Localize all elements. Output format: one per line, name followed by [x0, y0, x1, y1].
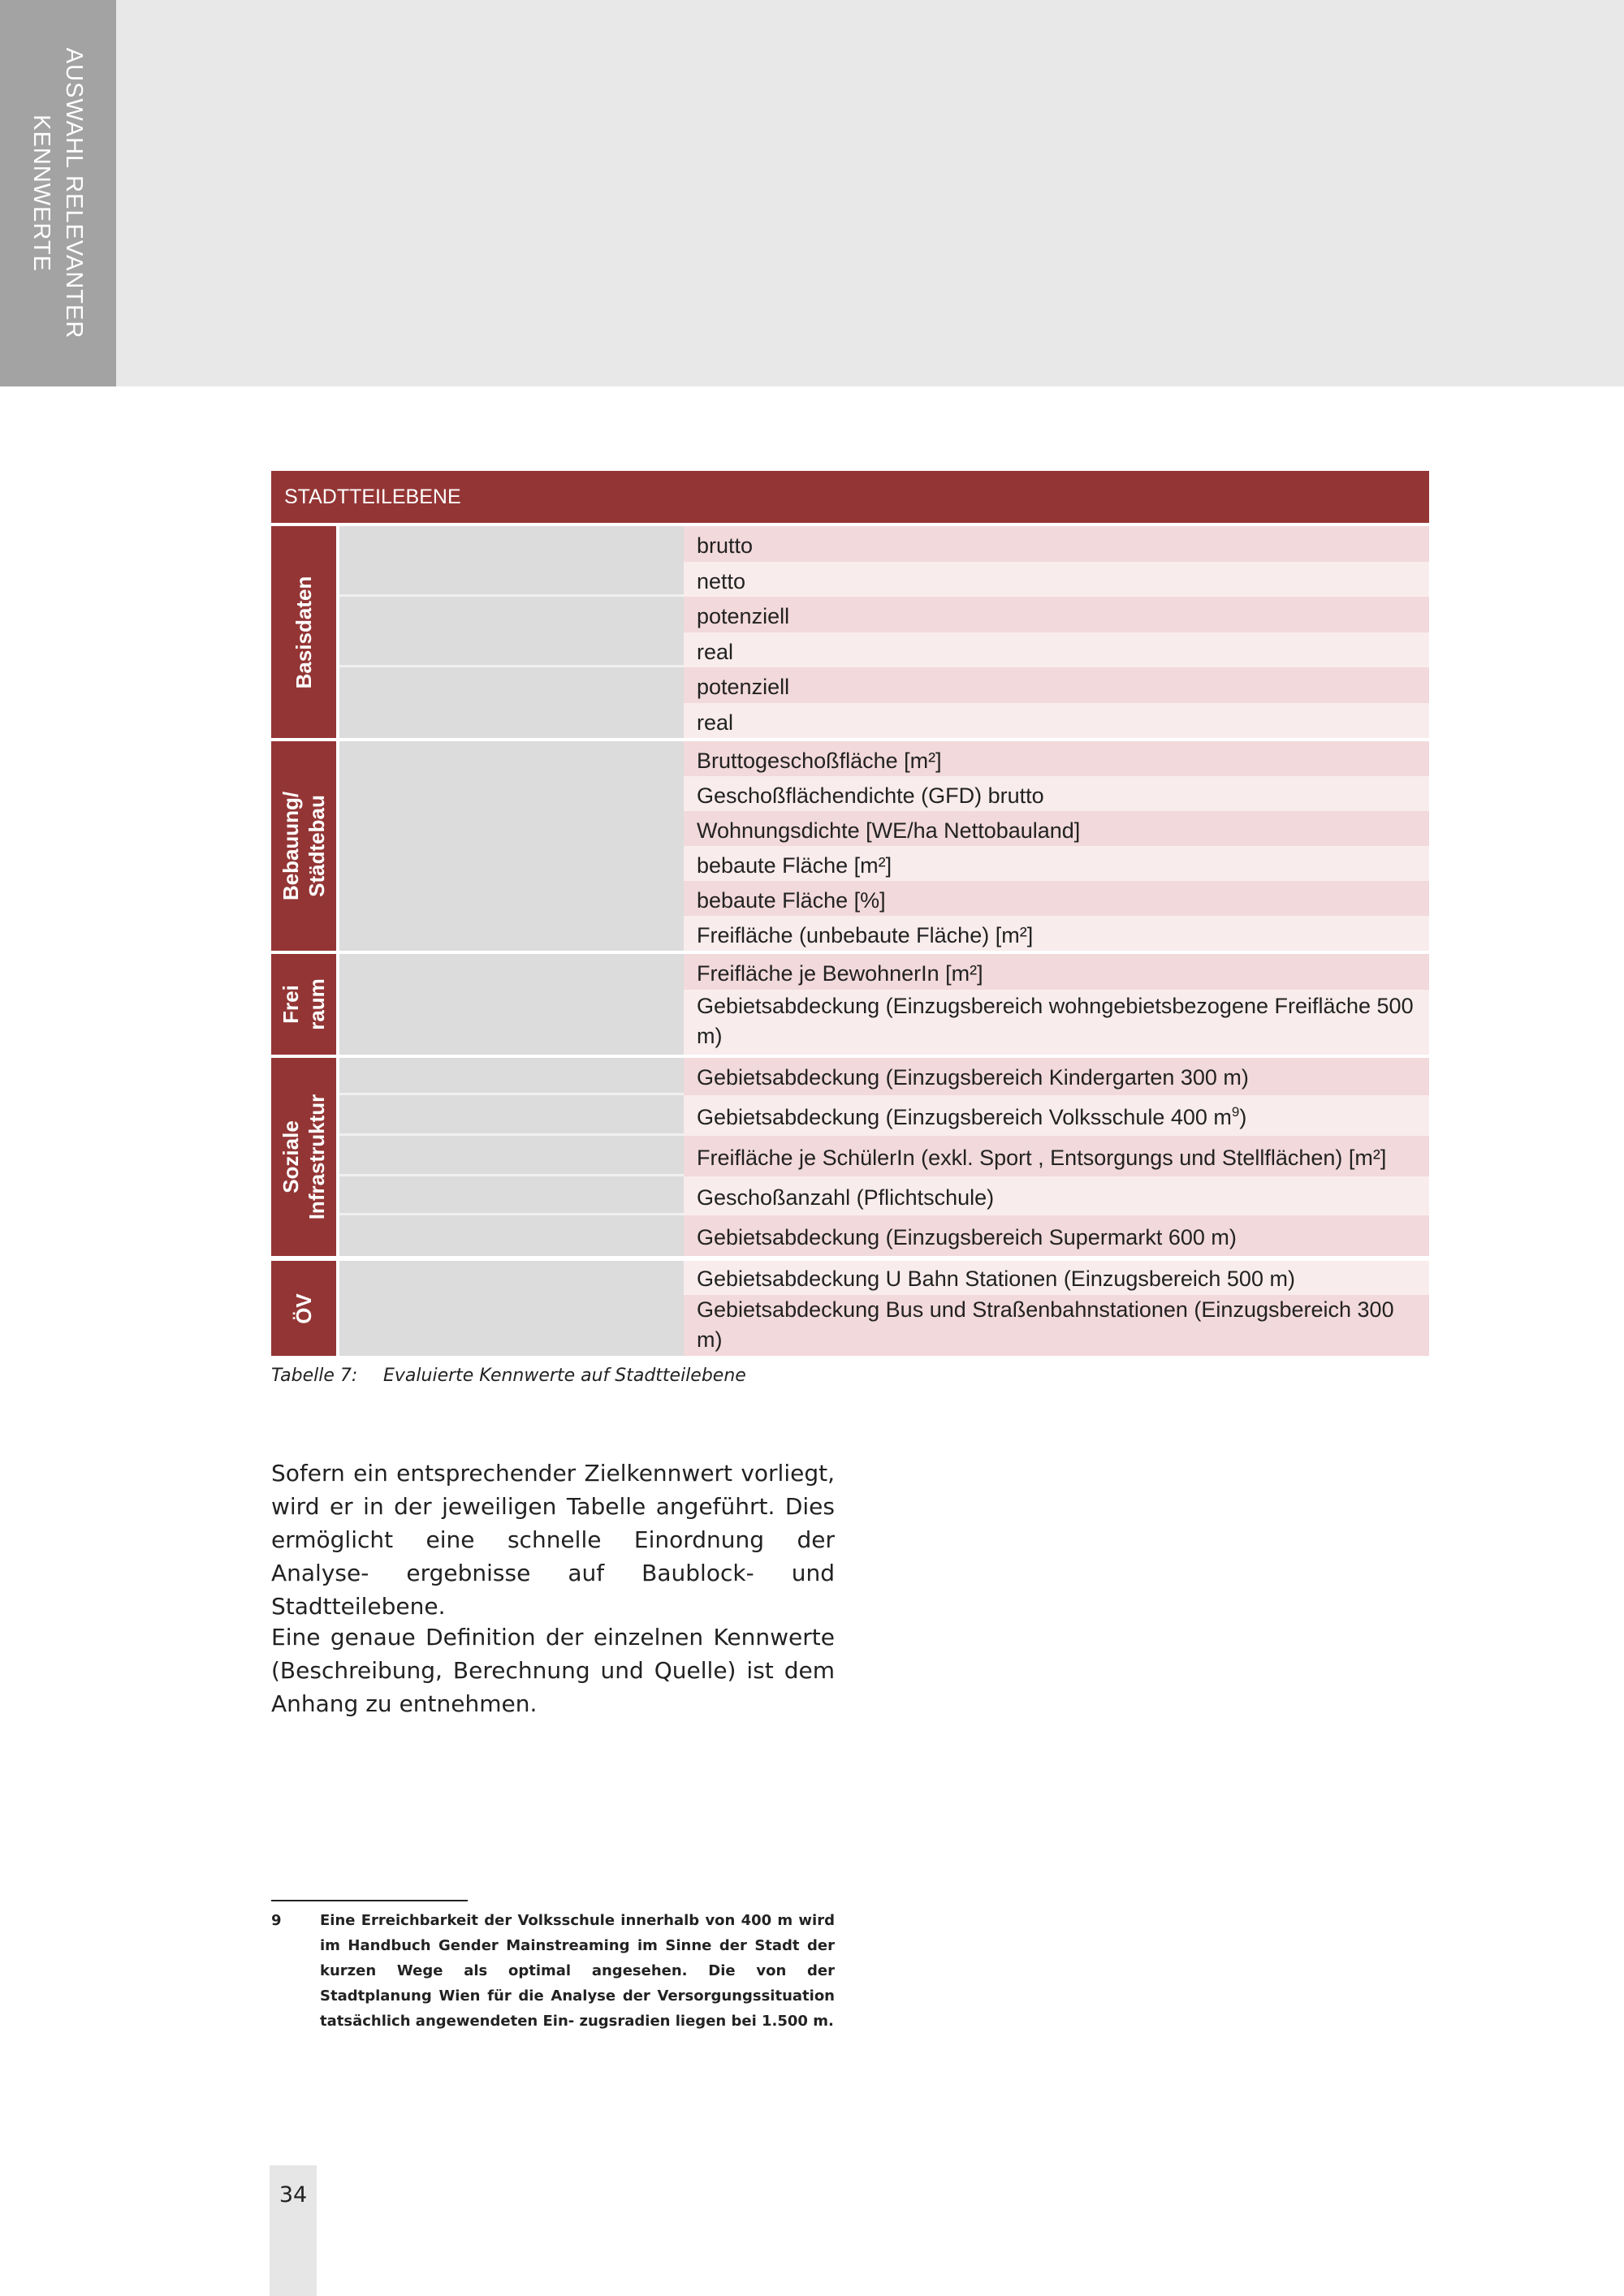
chapter-title [25, 31, 90, 356]
table-row [339, 597, 1429, 632]
group-label [271, 954, 336, 1055]
group-label-line: raum [304, 978, 329, 1030]
row-text: Gebietsabdeckung Bus und Straßenbahnstationen (Einzugsbereich 300 m) [684, 1295, 1429, 1356]
row-text: Freifläche (unbebaute Fläche) [m²] [684, 916, 1429, 951]
table-row [339, 881, 1429, 916]
row-text: netto [684, 562, 1429, 597]
table-row [339, 741, 1429, 776]
indicator-table [271, 471, 1429, 1356]
row-text: Gebietsabdeckung (Einzugsbereich Supermarkt 600 m) [684, 1215, 1429, 1256]
page-number: 34 [279, 2182, 308, 2208]
table-row [339, 990, 1429, 1055]
header-band [0, 0, 1624, 386]
table-row [339, 811, 1429, 846]
group-label [271, 1261, 336, 1356]
row-text: potenziell [684, 667, 1429, 703]
table-row [339, 667, 1429, 703]
row-text: Geschoßflächendichte (GFD) brutto [684, 776, 1429, 811]
group-soziale-infrastruktur [271, 1058, 1429, 1256]
body-paragraph-2: Eine genaue Definition der einzelnen Kennwerte (Beschreibung, Berechnung und Quelle) ist dem Anhang zu entnehmen. [271, 1624, 835, 1717]
table-row [339, 1058, 1429, 1095]
footnote-number: 9 [271, 1912, 282, 1929]
group-label-line: Städtebau [304, 795, 329, 897]
row-text-close: ) [1239, 1105, 1247, 1129]
table-row [339, 916, 1429, 951]
chapter-title-line-2: KENNWERTE [28, 114, 54, 272]
group-label [271, 741, 336, 951]
row-text: bebaute Fläche [m²] [684, 846, 1429, 881]
group-freiraum [271, 954, 1429, 1055]
group-bebauung [271, 741, 1429, 951]
row-text [684, 1095, 1429, 1136]
group-label-line: Basisdaten [292, 576, 316, 688]
row-text: Geschoßanzahl (Pflichtschule) [684, 1176, 1429, 1215]
chapter-tab [0, 0, 116, 386]
row-text: Bruttogeschoßfläche [m²] [684, 741, 1429, 776]
group-label [271, 1058, 336, 1256]
chapter-title-line-1: AUSWAHL RELEVANTER [61, 47, 87, 339]
table-row [339, 703, 1429, 738]
table-header: STADTTEILEBENE [271, 471, 1429, 523]
table-row [339, 562, 1429, 597]
footnote-text: Eine Erreichbarkeit der Volksschule innerhalb von 400 m wird im Handbuch Gender Mainstreaming im Sinne der Stadt der kurzen Wege als optimal angesehen. Die von der Stadtplanung Wien für die Analyse der Versorgungssituation tatsächlich angewendeten Ein- zugsradien liegen bei 1.500 m. [320, 1912, 835, 2030]
caption-text: Evaluierte Kennwerte auf Stadtteilebene [383, 1366, 746, 1386]
table-row [339, 1261, 1429, 1295]
row-text: Freifläche je BewohnerIn [m²] [684, 954, 1429, 990]
table-row [339, 1176, 1429, 1215]
table-row [339, 1136, 1429, 1176]
body-paragraph-1: Sofern ein entsprechender Zielkennwert vorliegt, wird er in der jeweiligen Tabelle angeführt. Dies ermöglicht eine schnelle Einordnung der Analyse- ergebnisse auf Baublock- und Stadtteilebene. [271, 1460, 835, 1620]
table-row [339, 1215, 1429, 1256]
table-row [339, 954, 1429, 990]
table-row [339, 1095, 1429, 1136]
group-label-line: ÖV [292, 1293, 316, 1324]
table-row [339, 846, 1429, 881]
footnote [271, 1908, 835, 2034]
group-label-line: Bebauung/ [279, 791, 303, 901]
table-row [339, 632, 1429, 667]
group-label-line: Infrastruktur [304, 1094, 329, 1220]
group-label-line: Soziale [279, 1120, 303, 1193]
row-text: bebaute Fläche [%] [684, 881, 1429, 916]
footnote-ref: 9 [1231, 1104, 1240, 1120]
row-text: brutto [684, 526, 1429, 562]
table-row [339, 526, 1429, 562]
table-caption [271, 1366, 746, 1386]
row-text: Gebietsabdeckung (Einzugsbereich wohngebietsbezogene Freifläche 500 m) [684, 990, 1429, 1055]
footnote-divider [271, 1900, 468, 1901]
row-text: Wohnungsdichte [WE/ha Nettobauland] [684, 811, 1429, 846]
group-label-line: Frei [279, 985, 303, 1024]
row-text: real [684, 632, 1429, 667]
group-basisdaten [271, 526, 1429, 738]
table-row [339, 1295, 1429, 1356]
row-text: real [684, 703, 1429, 738]
row-text: Freifläche je SchülerIn (exkl. Sport , Entsorgungs und Stellflächen) [m²] [684, 1136, 1429, 1176]
row-text: Gebietsabdeckung (Einzugsbereich Kindergarten 300 m) [684, 1058, 1429, 1095]
row-text: potenziell [684, 597, 1429, 632]
group-label [271, 526, 336, 738]
row-text-main: Gebietsabdeckung (Einzugsbereich Volksschule 400 m [697, 1105, 1232, 1129]
caption-label: Tabelle 7: [271, 1366, 358, 1386]
table-row [339, 776, 1429, 811]
row-text: Gebietsabdeckung U Bahn Stationen (Einzugsbereich 500 m) [684, 1261, 1429, 1295]
group-oev [271, 1261, 1429, 1356]
